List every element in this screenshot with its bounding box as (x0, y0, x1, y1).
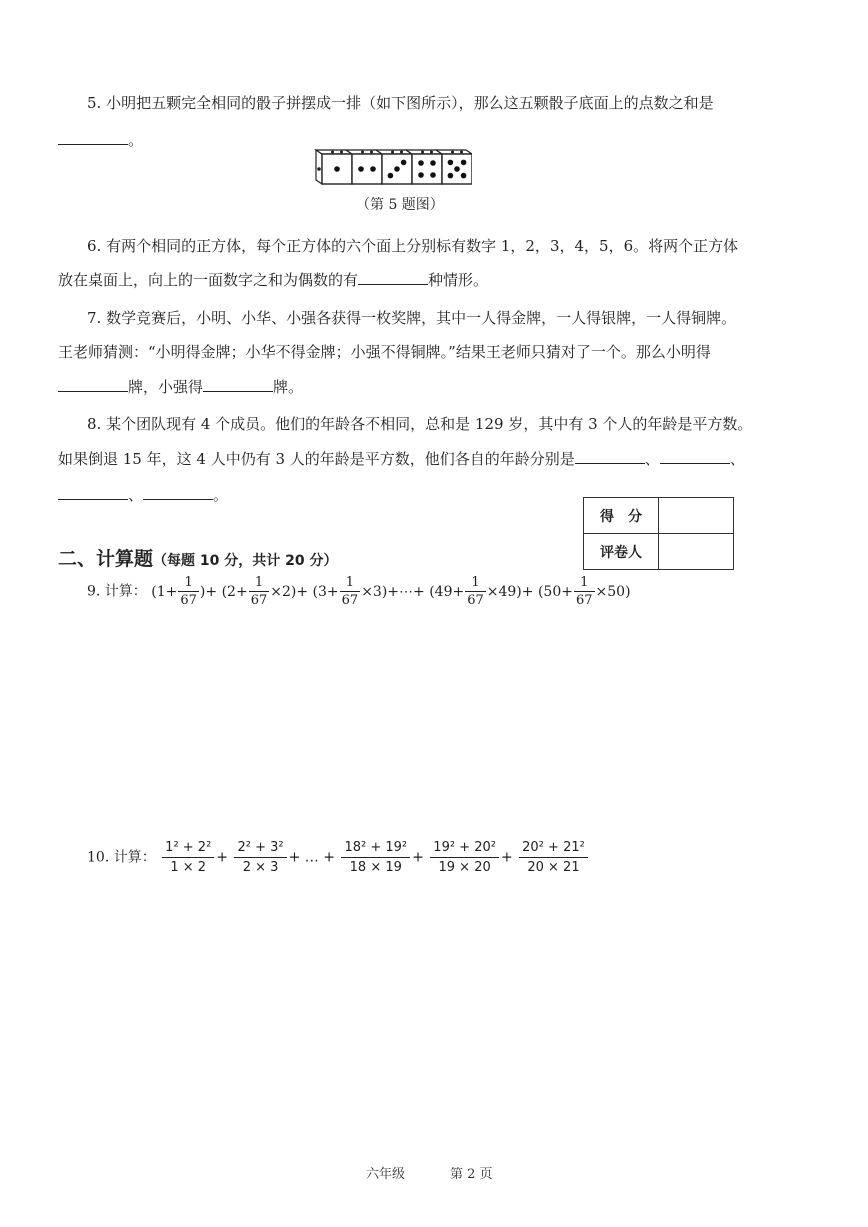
die-pip (430, 160, 436, 166)
score-label: 得 分 (584, 498, 659, 534)
q8-line2 (58, 449, 745, 469)
q10-frac-4: $\frac{\text{19² + 20²}}{19 \times 20}$ (430, 838, 499, 877)
die-pip (334, 166, 340, 172)
die-pip (340, 151, 343, 154)
score-cell[interactable] (659, 498, 734, 534)
q9-expression (87, 574, 631, 609)
q7-line2: 王老师猜测：“小明得金牌；小华不得金牌；小强不得铜牌。”结果王老师只猜对了一个。那么小明得 (58, 343, 711, 361)
q7-line3-end: 牌。 (273, 378, 304, 396)
q10-expression: 10. 计算： $\frac{\text{1² + 2²}}{1 \times 2}$ + $\frac{\text{2² + 3²}}{2 \times 3}$ + … + $\frac{\text{18² + 19²}}{18 \times 19}$ + $\frac{\text{19² + 20²}}{19 \times 20}$ + $\frac{\text{20² + 21²}}{20 \times 21}$ (87, 838, 590, 877)
q8-age-blank-1[interactable] (575, 449, 645, 464)
die-pip (448, 173, 454, 179)
die-pip (394, 166, 400, 172)
die-pip (370, 151, 373, 154)
die-pip (451, 151, 454, 154)
die-pip (400, 151, 403, 154)
score-table (583, 497, 734, 570)
q9-term-2: (2+ $\frac{1}{67}$ ×2)+ (221, 575, 309, 608)
q8-line2-text: 如果倒退 15 年，这 4 人中仍有 3 人的年龄是平方数，他们各自的年龄分别是 (58, 450, 575, 468)
die-pip (388, 173, 394, 179)
die-pip (430, 172, 436, 178)
q5-period: 。 (128, 131, 144, 149)
die-pip (418, 160, 424, 166)
q10-label: 10. 计算： (87, 849, 156, 866)
q6-line2-end: 种情形。 (428, 271, 489, 289)
q10-frac-5: $\frac{\text{20² + 21²}}{20 \times 21}$ (519, 838, 588, 877)
q8-sep-1: 、 (644, 450, 660, 468)
q6-line2 (58, 270, 488, 290)
q5-figure-caption: （第 5 题图） (356, 197, 444, 213)
die-pip (421, 151, 424, 154)
die-pip (448, 160, 454, 166)
footer-grade: 六年级 (366, 1167, 406, 1182)
grader-cell[interactable] (659, 534, 734, 570)
q5-line2 (58, 130, 143, 150)
section2-title (58, 544, 337, 571)
q7-xiaoming-blank[interactable] (58, 377, 128, 392)
q7-line1: 7. 数学竞赛后，小明、小华、小强各获得一枚奖牌，其中一人得金牌，一人得银牌，一人得铜牌。 (87, 309, 737, 327)
die-pip (418, 172, 424, 178)
q7-xiaoqiang-blank[interactable] (203, 377, 273, 392)
die-pip (401, 160, 407, 166)
die-pip (461, 173, 467, 179)
die-pip (358, 166, 364, 172)
die-front-face (352, 154, 382, 184)
q6-answer-blank[interactable] (358, 270, 428, 285)
die-pip (461, 160, 467, 166)
q8-age-blank-2[interactable] (660, 449, 730, 464)
q9-label: 9. 计算： (87, 583, 147, 600)
grader-label: 评卷人 (584, 534, 659, 570)
die-pip (361, 151, 364, 154)
q8-line1: 8. 某个团队现有 4 个成员。他们的年龄各不相同，总和是 129 岁，其中有 3 个人的年龄是平方数。 (87, 415, 753, 433)
q10-frac-3: $\frac{\text{18² + 19²}}{18 \times 19}$ (341, 838, 410, 877)
q6-line2-text: 放在桌面上，向上的一面数字之和为偶数的有 (58, 271, 359, 289)
q8-end: 。 (213, 486, 229, 504)
q5-answer-blank[interactable] (58, 130, 128, 145)
q9-term-1: (1+ $\frac{1}{67}$ )+ (151, 575, 218, 608)
die-pip (317, 167, 321, 171)
section2-note: （每题 10 分，共计 20 分） (153, 553, 338, 569)
q9-term-4: (49+ $\frac{1}{67}$ ×49)+ (429, 575, 534, 608)
q8-age-blank-3[interactable] (58, 485, 128, 500)
q5-line1: 5. 小明把五颗完全相同的骰子拼摆成一排（如下图所示），那么这五颗骰子底面上的点数之和是 (87, 94, 714, 112)
footer-page-number: 第 2 页 (450, 1167, 493, 1182)
die-pip (460, 151, 463, 154)
die-pip (454, 166, 460, 172)
die-pip (331, 151, 334, 154)
q9-term-3: (3+ $\frac{1}{67}$ ×3)+⋯+ (312, 575, 425, 608)
q8-age-blank-4[interactable] (143, 485, 213, 500)
section2-heading: 二、计算题 (58, 548, 154, 570)
q9-term-5: (50+ $\frac{1}{67}$ ×50) (537, 575, 631, 608)
q6-line1: 6. 有两个相同的正方体，每个正方体的六个面上分别标有数字 1，2，3，4，5，6。将两个正方体 (87, 237, 739, 255)
q10-work-area[interactable] (58, 900, 808, 1140)
die-side-face (316, 150, 322, 184)
q10-frac-2: $\frac{\text{2² + 3²}}{2 \times 3}$ (234, 838, 286, 877)
q7-line3 (58, 377, 303, 397)
q8-line3 (58, 485, 228, 505)
die-pip (391, 151, 394, 154)
dice-row-figure (312, 142, 472, 188)
q7-line3-mid: 牌，小强得 (128, 378, 204, 396)
die-front-face (412, 154, 442, 184)
q8-sep-3: 、 (128, 486, 144, 504)
q10-frac-1: $\frac{\text{1² + 2²}}{1 \times 2}$ (162, 838, 214, 877)
die-pip (370, 166, 376, 172)
q8-sep-2: 、 (729, 450, 745, 468)
q9-work-area[interactable] (58, 620, 808, 830)
die-pip (430, 151, 433, 154)
